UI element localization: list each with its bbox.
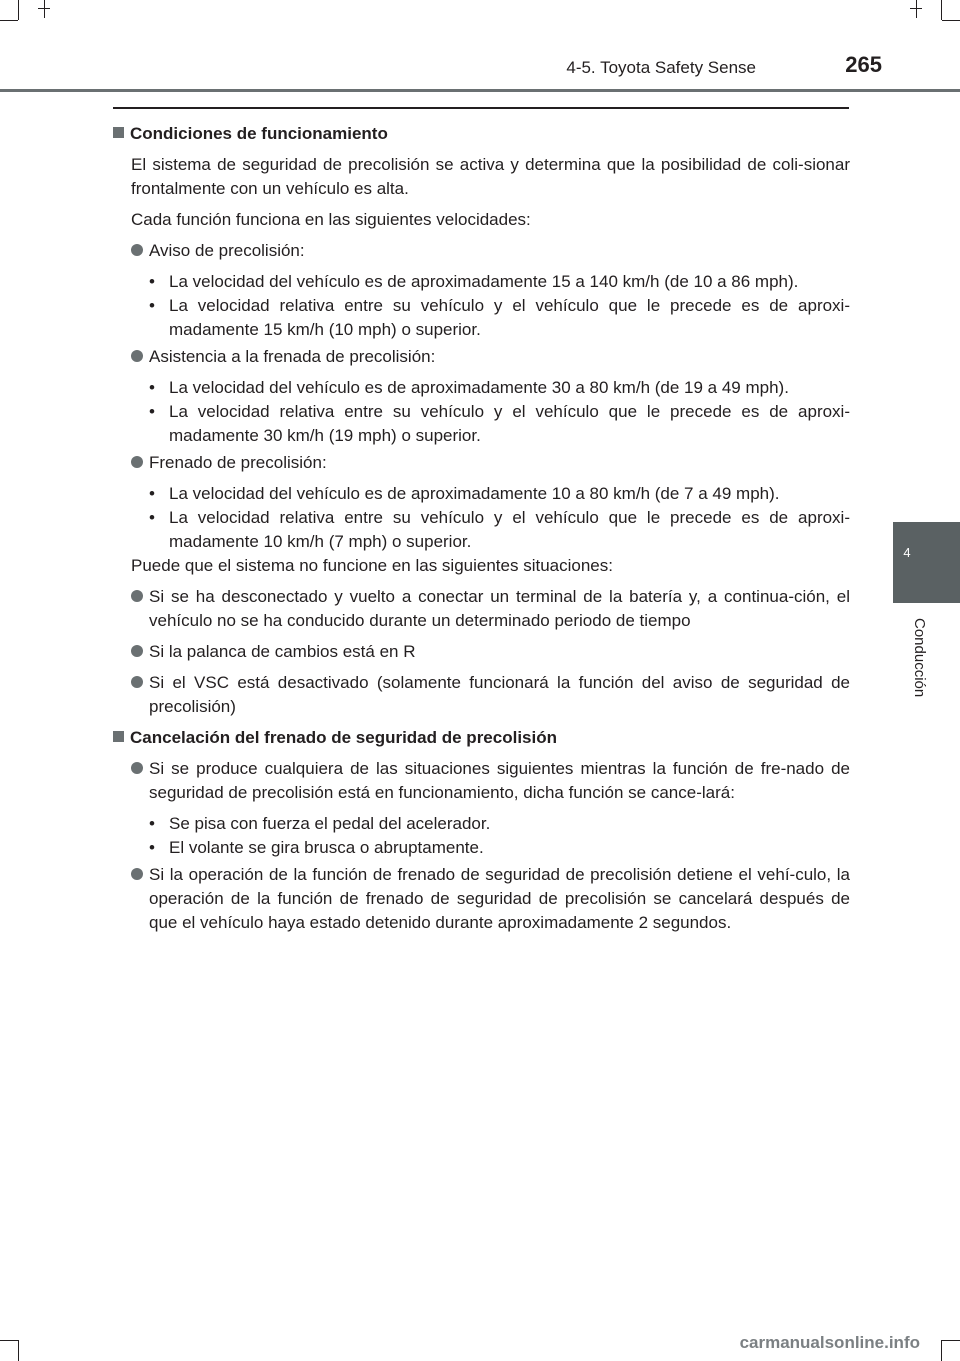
sub-list-item-text: La velocidad relativa entre su vehículo y el vehículo que le precede es de aproxi-madamente 15 km/h (10 mph) o superior.	[169, 296, 850, 339]
bullet-marker: •	[149, 814, 155, 833]
section-heading	[113, 726, 850, 750]
sub-list-item-text: La velocidad del vehículo es de aproximadamente 10 a 80 km/h (de 7 a 49 mph).	[169, 484, 780, 503]
sub-list-item-text: La velocidad relativa entre su vehículo y el vehículo que le precede es de aproxi-madamente 10 km/h (7 mph) o superior.	[169, 508, 850, 551]
bullet-marker: •	[149, 272, 155, 291]
list-item	[131, 640, 850, 664]
bullet-marker: •	[149, 402, 155, 421]
circle-bullet-icon	[131, 645, 143, 657]
content-top-rule	[113, 107, 849, 109]
circle-bullet-icon	[131, 456, 143, 468]
list-item-text: Si el VSC está desactivado (solamente funcionará la función del aviso de seguridad de precolisión)	[149, 673, 850, 716]
sub-list-item-text: La velocidad relativa entre su vehículo y el vehículo que le precede es de aproxi-madamente 30 km/h (19 mph) o superior.	[169, 402, 850, 445]
list-item	[131, 345, 850, 369]
list-item	[131, 863, 850, 935]
sub-list-item	[149, 482, 850, 506]
list-item-text: Frenado de precolisión:	[149, 453, 327, 472]
list-item-text: Si se produce cualquiera de las situaciones siguientes mientras la función de fre-nado de seguridad de precolisión está en funcionamiento, dicha función se cance-lará:	[149, 759, 850, 802]
sub-list-item	[149, 836, 850, 860]
list-item-text: Si la palanca de cambios está en R	[149, 642, 416, 661]
sub-list-item	[149, 270, 850, 294]
list-item	[131, 757, 850, 805]
sub-list	[149, 270, 850, 342]
sub-list-item-text: Se pisa con fuerza el pedal del acelerador.	[169, 814, 491, 833]
list-item	[131, 239, 850, 263]
sub-list	[149, 812, 850, 860]
crop-mark	[942, 20, 960, 21]
sub-list-item-text: La velocidad del vehículo es de aproximadamente 15 a 140 km/h (de 10 a 86 mph).	[169, 272, 799, 291]
square-bullet-icon	[113, 731, 124, 742]
list-item	[131, 451, 850, 475]
page-number: 265	[845, 52, 882, 77]
crop-mark	[38, 8, 50, 9]
list-item-text: Asistencia a la frenada de precolisión:	[149, 347, 436, 366]
section-heading-text: Condiciones de funcionamiento	[130, 124, 388, 143]
section-heading	[113, 122, 850, 146]
bullet-marker: •	[149, 484, 155, 503]
header-rule	[0, 89, 960, 92]
paragraph: El sistema de seguridad de precolisión se activa y determina que la posibilidad de coli-sionar frontalmente con un vehículo es alta.	[131, 155, 850, 198]
sub-list-item-text: El volante se gira brusca o abruptamente.	[169, 838, 484, 857]
sub-list	[149, 482, 850, 554]
circle-bullet-icon	[131, 350, 143, 362]
crop-mark	[941, 1340, 942, 1361]
crop-mark	[0, 1340, 18, 1341]
bullet-marker: •	[149, 508, 155, 527]
sub-list-item	[149, 506, 850, 554]
crop-mark	[18, 0, 19, 20]
sub-list-item	[149, 812, 850, 836]
sub-list-item	[149, 294, 850, 342]
section-heading-text: Cancelación del frenado de seguridad de precolisión	[130, 728, 557, 747]
paragraph: Puede que el sistema no funcione en las siguientes situaciones:	[131, 556, 613, 575]
bullet-marker: •	[149, 378, 155, 397]
header-section-title: 4-5. Toyota Safety Sense	[566, 58, 756, 77]
sub-list-item-text: La velocidad del vehículo es de aproximadamente 30 a 80 km/h (de 19 a 49 mph).	[169, 378, 789, 397]
crop-mark	[910, 8, 922, 9]
list-item-text: Aviso de precolisión:	[149, 241, 305, 260]
circle-bullet-icon	[131, 868, 143, 880]
crop-mark	[941, 0, 942, 20]
bullet-marker: •	[149, 296, 155, 315]
chapter-label	[911, 618, 928, 708]
chapter-tab	[893, 522, 960, 603]
list-item	[131, 671, 850, 719]
chapter-tab-number: 4	[903, 545, 911, 560]
sub-list	[149, 376, 850, 448]
crop-mark	[18, 1340, 19, 1361]
bullet-marker: •	[149, 838, 155, 857]
paragraph: Cada función funciona en las siguientes velocidades:	[131, 210, 531, 229]
list-item-text: Si se ha desconectado y vuelto a conectar un terminal de la batería y, a continua-ción, el vehículo no se ha conducido durante un determinado periodo de tiempo	[149, 587, 850, 630]
circle-bullet-icon	[131, 590, 143, 602]
sub-list-item	[149, 376, 850, 400]
chapter-label-text: Conducción	[911, 618, 928, 698]
watermark: carmanualsonline.info	[739, 1333, 920, 1352]
sub-list-item	[149, 400, 850, 448]
page-content	[113, 122, 850, 942]
list-item	[131, 585, 850, 633]
circle-bullet-icon	[131, 676, 143, 688]
crop-mark	[0, 20, 18, 21]
circle-bullet-icon	[131, 762, 143, 774]
list-item-text: Si la operación de la función de frenado de seguridad de precolisión detiene el vehí-culo, la operación de la función de frenado de seguridad de precolisión se cancelará después de que el vehículo haya estado detenido durante aproximadamente 2 segundos.	[149, 865, 850, 932]
crop-mark	[942, 1340, 960, 1341]
crop-mark	[916, 0, 917, 18]
crop-mark	[44, 0, 45, 18]
circle-bullet-icon	[131, 244, 143, 256]
square-bullet-icon	[113, 127, 124, 138]
